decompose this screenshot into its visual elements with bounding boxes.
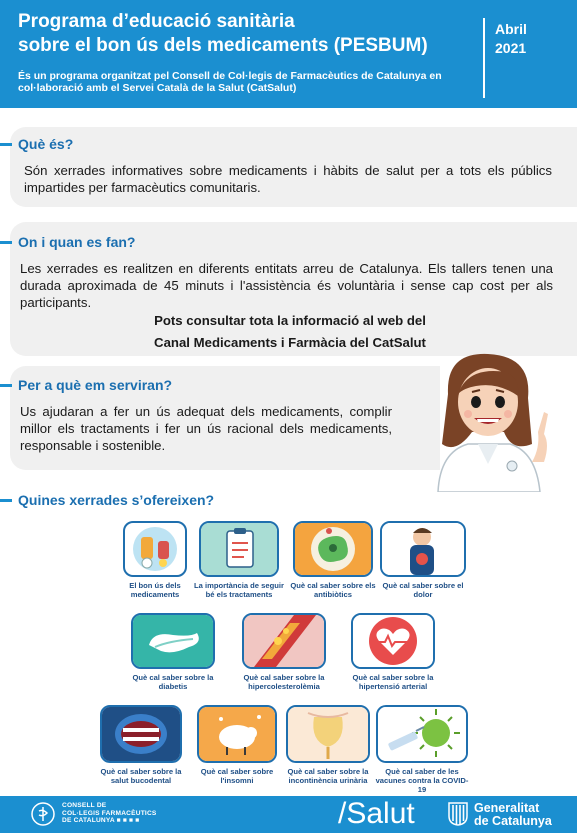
talk-label: Què cal saber sobre la diabetis bbox=[132, 673, 214, 691]
pills-icon bbox=[123, 521, 187, 577]
talk-card-cholesterol[interactable] bbox=[234, 613, 334, 691]
section-what bbox=[10, 127, 577, 207]
section-purpose-title: Per a què em serviran? bbox=[18, 377, 173, 393]
publication-year: 2021 bbox=[495, 40, 527, 56]
mouth-icon bbox=[100, 705, 182, 763]
pain-icon bbox=[380, 521, 466, 577]
heading-dash bbox=[0, 384, 12, 387]
header-divider bbox=[483, 18, 485, 98]
page-subtitle: És un programa organitzat pel Consell de Col·legis de Farmacèutics de Catalunya en col·laboració amb el Servei Català de la Salut (CatSalut) bbox=[18, 70, 442, 94]
council-name-line3: DE CATALUNYA ■ ■ ■ ■ bbox=[62, 817, 140, 824]
section-where-title: On i quan es fan? bbox=[18, 234, 136, 250]
section-where-heading bbox=[0, 234, 135, 250]
bladder-icon bbox=[286, 705, 370, 763]
header-banner bbox=[0, 0, 577, 108]
page-title-line2: sobre el bon ús dels medicaments (PESBUM) bbox=[18, 35, 428, 56]
section-purpose-text: Us ajudaran a fer un ús adequat dels medicaments, complir millor els tractaments i fer un ús racional dels medicaments, responsable i sostenible. bbox=[20, 404, 392, 453]
talk-label: Què cal saber sobre la hipercolesterolèmia bbox=[243, 673, 325, 691]
web-reference-line1: Pots consultar tota la informació al web del bbox=[154, 313, 426, 328]
salut-logo: /Salut bbox=[338, 797, 415, 830]
council-name-line1: CONSELL DE bbox=[62, 802, 107, 809]
talk-card-incontinence[interactable] bbox=[278, 705, 378, 785]
section-purpose-heading bbox=[0, 377, 172, 393]
generalitat-logo-icon bbox=[448, 802, 468, 826]
talk-label: Què cal saber sobre la incontinència urinària bbox=[287, 767, 369, 785]
section-where-text: Les xerrades es realitzen en diferents entitats arreu de Catalunya. Els tallers tenen una durada aproximada de 45 minuts i l'assistència és voluntària i sense cap cost per als participants. bbox=[20, 261, 553, 310]
talk-label: Què cal saber sobre els antibiòtics bbox=[290, 581, 376, 599]
section-what-text: Són xerrades informatives sobre medicaments i hàbits de salut per a tots els públics impartides per farmacèutics comunitaris. bbox=[24, 163, 552, 195]
heading-dash bbox=[0, 143, 12, 146]
clipboard-icon bbox=[199, 521, 279, 577]
heart-icon bbox=[351, 613, 435, 669]
talk-label: La importància de seguir bé els tractaments bbox=[194, 581, 284, 599]
artery-icon bbox=[242, 613, 326, 669]
council-logo-icon bbox=[30, 801, 56, 827]
talk-card-antibiotics[interactable] bbox=[283, 521, 383, 599]
talk-card-treatments[interactable] bbox=[189, 521, 289, 599]
section-purpose bbox=[10, 366, 440, 470]
sheep-icon bbox=[197, 705, 277, 763]
section-talks-title: Quines xerrades s’ofereixen? bbox=[18, 492, 215, 508]
bacteria-icon bbox=[293, 521, 373, 577]
footer bbox=[0, 796, 577, 833]
generalitat-name-line1: Generalitat bbox=[474, 801, 540, 815]
talk-label: Què cal saber sobre la hipertensió arterial bbox=[352, 673, 434, 691]
page-title-line1: Programa d’educació sanitària bbox=[18, 11, 295, 32]
talk-label: Què cal saber sobre el dolor bbox=[382, 581, 464, 599]
publication-date bbox=[495, 20, 527, 58]
council-name-line2: COL·LEGIS FARMACÈUTICS bbox=[62, 809, 157, 817]
page-title bbox=[18, 10, 458, 58]
pancreas-icon bbox=[131, 613, 215, 669]
talk-card-hypertension[interactable] bbox=[343, 613, 443, 691]
section-what-heading bbox=[0, 136, 73, 152]
talk-card-oral-health[interactable] bbox=[91, 705, 191, 785]
web-reference-note bbox=[130, 310, 450, 354]
talk-card-insomnia[interactable] bbox=[187, 705, 287, 785]
talk-label: Què cal saber de les vacunes contra la COVID-19 bbox=[375, 767, 469, 794]
publication-month: Abril bbox=[495, 21, 527, 37]
talk-label: El bon ús dels medicaments bbox=[129, 581, 181, 599]
generalitat-name bbox=[474, 802, 552, 828]
talk-card-diabetes[interactable] bbox=[123, 613, 223, 691]
web-reference-line2: Canal Medicaments i Farmàcia del CatSalut bbox=[154, 335, 426, 350]
talk-label: Què cal saber sobre l'insomni bbox=[200, 767, 274, 785]
talk-label: Què cal saber sobre la salut bucodental bbox=[100, 767, 182, 785]
heading-dash bbox=[0, 499, 12, 502]
heading-dash bbox=[0, 241, 12, 244]
talk-card-pain[interactable] bbox=[373, 521, 473, 599]
vaccine-icon bbox=[376, 705, 468, 763]
council-name bbox=[62, 802, 157, 825]
generalitat-name-line2: de Catalunya bbox=[474, 814, 552, 828]
section-what-title: Què és? bbox=[18, 136, 74, 152]
talk-card-covid-vaccines[interactable] bbox=[372, 705, 472, 794]
section-talks-heading bbox=[0, 492, 214, 508]
pharmacist-illustration bbox=[428, 352, 568, 492]
